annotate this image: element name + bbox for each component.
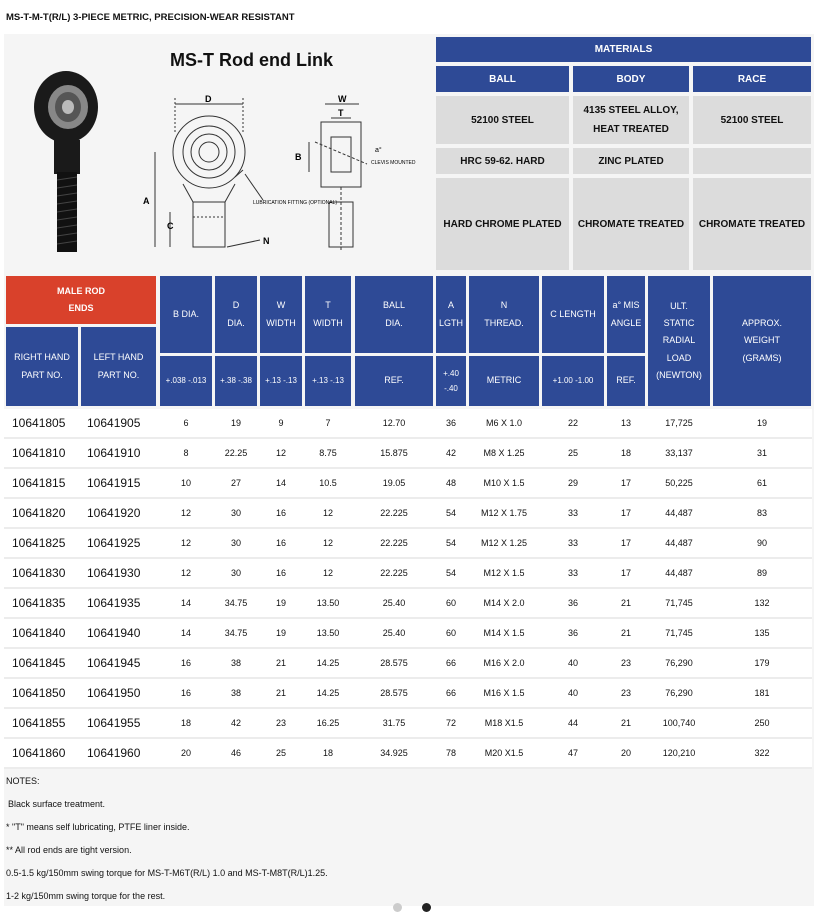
table-row [4, 439, 812, 469]
ball-dia-cell: 28.575 [380, 688, 408, 698]
w-width-cell: 19 [275, 598, 286, 608]
n-thread-cell: M14 X 2.0 [483, 598, 525, 608]
materials-col-race: RACE [693, 66, 811, 92]
note-line: 0.5-1.5 kg/150mm swing torque for MS-T-M6T(R/L) 1.0 and MS-T-M8T(R/L)1.25. [6, 868, 328, 878]
t-width-header: T WIDTH [305, 276, 351, 353]
right-part-no-cell: 10641860 [12, 746, 66, 760]
c-length-cell: 40 [567, 688, 578, 698]
mis-angle-cell: 17 [620, 478, 631, 488]
a-length-cell: 54 [445, 568, 456, 578]
carousel-dot-1[interactable] [393, 903, 402, 912]
ball-dia-cell: 34.925 [380, 748, 408, 758]
d-dia-cell: 38 [230, 688, 241, 698]
table-row [4, 589, 812, 619]
c-length-cell: 36 [567, 628, 578, 638]
table-row [4, 709, 812, 739]
ball-dia-cell: 25.40 [382, 628, 406, 638]
table-row [4, 409, 812, 439]
mis-angle-cell: 23 [620, 658, 631, 668]
notes-heading: NOTES: [6, 776, 40, 786]
materials-cell: 52100 STEEL [693, 96, 811, 144]
t-width-tolerance: +.13 -.13 [305, 356, 351, 406]
weight-cell: 132 [754, 598, 770, 608]
ult-load-cell: 100,740 [662, 718, 696, 728]
note-line: * "T" means self lubricating, PTFE liner inside. [6, 822, 190, 832]
materials-col-body: BODY [573, 66, 689, 92]
b-dia-cell: 12 [180, 538, 191, 548]
n-thread-cell: M10 X 1.5 [483, 478, 525, 488]
ult-load-cell: 71,745 [665, 598, 693, 608]
c-length-cell: 40 [567, 658, 578, 668]
d-dia-cell: 30 [230, 508, 241, 518]
n-thread-cell: M18 X1.5 [484, 718, 524, 728]
n-thread-cell: M16 X 2.0 [483, 658, 525, 668]
b-dia-cell: 12 [180, 508, 191, 518]
n-thread-cell: M12 X 1.5 [483, 568, 525, 578]
a-length-cell: 66 [445, 658, 456, 668]
product-title: MS-T Rod end Link [170, 50, 333, 70]
materials-cell: 4135 STEEL ALLOY, HEAT TREATED [573, 96, 689, 144]
b-dia-cell: 16 [180, 658, 191, 668]
ult-load-cell: 44,487 [665, 538, 693, 548]
note-line: 1-2 kg/150mm swing torque for the rest. [6, 891, 166, 901]
a-length-cell: 72 [445, 718, 456, 728]
materials-cell: CHROMATE TREATED [573, 178, 689, 270]
ball-dia-cell: 12.70 [382, 418, 406, 428]
ball-dia-header: BALL DIA. [355, 276, 433, 353]
rod-end-photo [30, 62, 100, 257]
b-dia-cell: 6 [183, 418, 189, 428]
left-part-no-cell: 10641960 [87, 746, 141, 760]
weight-cell: 61 [756, 478, 767, 488]
t-width-cell: 8.75 [319, 448, 337, 458]
left-part-no-cell: 10641905 [87, 416, 141, 430]
ult-load-cell: 44,487 [665, 508, 693, 518]
right-part-no-cell: 10641845 [12, 656, 66, 670]
ult-load-cell: 76,290 [665, 688, 693, 698]
mis-angle-cell: 13 [620, 418, 631, 428]
right-hand-part-header: RIGHT HAND PART NO. [6, 327, 78, 406]
c-length-tolerance: +1.00 -1.00 [542, 356, 604, 406]
c-length-cell: 33 [567, 538, 578, 548]
weight-cell: 250 [754, 718, 770, 728]
materials-cell: HRC 59-62. HARD [436, 148, 569, 174]
right-part-no-cell: 10641855 [12, 716, 66, 730]
ball-dia-cell: 22.225 [380, 538, 408, 548]
t-width-cell: 16.25 [316, 718, 340, 728]
ball-dia-cell: 22.225 [380, 508, 408, 518]
mis-angle-cell: 23 [620, 688, 631, 698]
dim-d: D [205, 94, 212, 104]
table-row [4, 529, 812, 559]
table-row [4, 649, 812, 679]
dim-w: W [338, 94, 347, 104]
ult-load-header: ULT. STATIC RADIAL LOAD (NEWTON) [648, 276, 710, 406]
right-part-no-cell: 10641850 [12, 686, 66, 700]
table-row [4, 499, 812, 529]
weight-cell: 90 [756, 538, 767, 548]
weight-cell: 83 [756, 508, 767, 518]
t-width-cell: 10.5 [319, 478, 337, 488]
d-dia-tolerance: +.38 -.38 [215, 356, 257, 406]
weight-cell: 135 [754, 628, 770, 638]
d-dia-cell: 30 [230, 538, 241, 548]
dim-a: A [143, 196, 150, 206]
mis-angle-cell: 20 [620, 748, 631, 758]
n-thread-header: N THREAD. [469, 276, 539, 353]
t-width-cell: 14.25 [316, 688, 340, 698]
mis-angle-cell: 21 [620, 598, 631, 608]
right-part-no-cell: 10641840 [12, 626, 66, 640]
a-length-cell: 54 [445, 508, 456, 518]
dim-t: T [338, 108, 344, 118]
c-length-cell: 47 [567, 748, 578, 758]
left-part-no-cell: 10641930 [87, 566, 141, 580]
dim-angle: a° [375, 147, 382, 154]
weight-cell: 89 [756, 568, 767, 578]
w-width-cell: 25 [275, 748, 286, 758]
left-part-no-cell: 10641940 [87, 626, 141, 640]
c-length-cell: 29 [567, 478, 578, 488]
a-length-cell: 66 [445, 688, 456, 698]
right-part-no-cell: 10641820 [12, 506, 66, 520]
weight-cell: 181 [754, 688, 770, 698]
d-dia-cell: 30 [230, 568, 241, 578]
c-length-cell: 36 [567, 598, 578, 608]
t-width-cell: 12 [322, 508, 333, 518]
materials-cell: CHROMATE TREATED [693, 178, 811, 270]
dim-c: C [167, 221, 174, 231]
side-view-drawing [285, 92, 425, 267]
a-length-cell: 42 [445, 448, 456, 458]
d-dia-cell: 34.75 [224, 598, 248, 608]
b-dia-cell: 18 [180, 718, 191, 728]
table-row [4, 739, 812, 769]
n-thread-cell: M6 X 1.0 [485, 418, 523, 428]
c-length-cell: 33 [567, 508, 578, 518]
left-hand-part-header: LEFT HAND PART NO. [81, 327, 156, 406]
w-width-cell: 16 [275, 538, 286, 548]
dim-b: B [295, 152, 302, 162]
b-dia-cell: 20 [180, 748, 191, 758]
d-dia-cell: 46 [230, 748, 241, 758]
left-part-no-cell: 10641910 [87, 446, 141, 460]
table-row [4, 559, 812, 589]
w-width-cell: 16 [275, 568, 286, 578]
left-part-no-cell: 10641935 [87, 596, 141, 610]
materials-col-ball: BALL [436, 66, 569, 92]
n-thread-cell: M12 X 1.25 [480, 538, 528, 548]
ult-load-cell: 71,745 [665, 628, 693, 638]
mis-angle-cell: 17 [620, 538, 631, 548]
c-length-cell: 22 [567, 418, 578, 428]
materials-cell: HARD CHROME PLATED [436, 178, 569, 270]
materials-cell: ZINC PLATED [573, 148, 689, 174]
weight-cell: 19 [756, 418, 767, 428]
mis-angle-cell: 17 [620, 568, 631, 578]
right-part-no-cell: 10641830 [12, 566, 66, 580]
w-width-cell: 9 [278, 418, 284, 428]
mis-angle-ref: REF. [607, 356, 645, 406]
a-length-cell: 54 [445, 538, 456, 548]
ball-dia-cell: 15.875 [380, 448, 408, 458]
b-dia-cell: 14 [180, 598, 191, 608]
w-width-header: W WIDTH [260, 276, 302, 353]
note-line: ** All rod ends are tight version. [6, 845, 132, 855]
t-width-cell: 18 [322, 748, 333, 758]
a-length-cell: 60 [445, 628, 456, 638]
right-part-no-cell: 10641810 [12, 446, 66, 460]
weight-cell: 322 [754, 748, 770, 758]
d-dia-cell: 27 [230, 478, 241, 488]
ball-dia-ref: REF. [355, 356, 433, 406]
carousel-dot-2[interactable] [422, 903, 431, 912]
left-part-no-cell: 10641950 [87, 686, 141, 700]
table-row [4, 619, 812, 649]
ult-load-cell: 44,487 [665, 568, 693, 578]
w-width-tolerance: +.13 -.13 [260, 356, 302, 406]
lubrication-label: LUBRICATION FITTING (OPTIONAL) [253, 200, 338, 206]
w-width-cell: 21 [275, 658, 286, 668]
n-thread-cell: M12 X 1.75 [480, 508, 528, 518]
table-row [4, 469, 812, 499]
a-length-header: A LGTH [436, 276, 466, 353]
b-dia-header: B DIA. [160, 276, 212, 353]
left-part-no-cell: 10641925 [87, 536, 141, 550]
ult-load-cell: 120,210 [662, 748, 696, 758]
d-dia-cell: 38 [230, 658, 241, 668]
n-thread-metric: METRIC [469, 356, 539, 406]
t-width-cell: 14.25 [316, 658, 340, 668]
front-view-drawing [135, 92, 338, 267]
weight-cell: 179 [754, 658, 770, 668]
materials-cell: 52100 STEEL [436, 96, 569, 144]
right-part-no-cell: 10641815 [12, 476, 66, 490]
t-width-cell: 12 [322, 538, 333, 548]
b-dia-cell: 16 [180, 688, 191, 698]
a-length-cell: 48 [445, 478, 456, 488]
d-dia-cell: 42 [230, 718, 241, 728]
t-width-cell: 13.50 [316, 598, 340, 608]
dim-n: N [263, 236, 270, 246]
left-part-no-cell: 10641920 [87, 506, 141, 520]
left-part-no-cell: 10641915 [87, 476, 141, 490]
d-dia-cell: 19 [230, 418, 241, 428]
right-part-no-cell: 10641825 [12, 536, 66, 550]
mis-angle-header: a° MIS ANGLE [607, 276, 645, 353]
w-width-cell: 14 [275, 478, 286, 488]
b-dia-cell: 12 [180, 568, 191, 578]
a-length-cell: 78 [445, 748, 456, 758]
t-width-cell: 13.50 [316, 628, 340, 638]
ball-dia-cell: 31.75 [382, 718, 406, 728]
page-title: MS-T-M-T(R/L) 3-PIECE METRIC, PRECISION-WEAR RESISTANT [6, 12, 295, 23]
n-thread-cell: M8 X 1.25 [483, 448, 525, 458]
table-row [4, 679, 812, 709]
left-part-no-cell: 10641945 [87, 656, 141, 670]
b-dia-cell: 10 [180, 478, 191, 488]
t-width-cell: 7 [325, 418, 331, 428]
mis-angle-cell: 21 [620, 718, 631, 728]
d-dia-cell: 22.25 [224, 448, 248, 458]
left-part-no-cell: 10641955 [87, 716, 141, 730]
mis-angle-cell: 21 [620, 628, 631, 638]
right-part-no-cell: 10641805 [12, 416, 66, 430]
ult-load-cell: 17,725 [665, 418, 693, 428]
n-thread-cell: M20 X1.5 [484, 748, 524, 758]
c-length-cell: 44 [567, 718, 578, 728]
male-rod-ends-header: MALE ROD ENDS [6, 276, 156, 324]
d-dia-header: D DIA. [215, 276, 257, 353]
clevis-label: CLEVIS MOUNTED [371, 160, 416, 166]
a-length-cell: 36 [445, 418, 456, 428]
w-width-cell: 16 [275, 508, 286, 518]
c-length-cell: 25 [567, 448, 578, 458]
a-length-cell: 60 [445, 598, 456, 608]
ball-dia-cell: 25.40 [382, 598, 406, 608]
ult-load-cell: 50,225 [665, 478, 693, 488]
w-width-cell: 23 [275, 718, 286, 728]
b-dia-tolerance: +.038 -.013 [160, 356, 212, 406]
n-thread-cell: M16 X 1.5 [483, 688, 525, 698]
materials-header: MATERIALS [436, 37, 811, 62]
ball-dia-cell: 22.225 [380, 568, 408, 578]
ult-load-cell: 33,137 [665, 448, 693, 458]
weight-header: APPROX. WEIGHT (GRAMS) [713, 276, 811, 406]
mis-angle-cell: 18 [620, 448, 631, 458]
mis-angle-cell: 17 [620, 508, 631, 518]
a-length-tolerance: +.40 -.40 [436, 356, 466, 406]
weight-cell: 31 [756, 448, 767, 458]
t-width-cell: 12 [322, 568, 333, 578]
c-length-header: C LENGTH [542, 276, 604, 353]
n-thread-cell: M14 X 1.5 [483, 628, 525, 638]
c-length-cell: 33 [567, 568, 578, 578]
ball-dia-cell: 28.575 [380, 658, 408, 668]
right-part-no-cell: 10641835 [12, 596, 66, 610]
w-width-cell: 19 [275, 628, 286, 638]
w-width-cell: 21 [275, 688, 286, 698]
b-dia-cell: 14 [180, 628, 191, 638]
b-dia-cell: 8 [183, 448, 189, 458]
d-dia-cell: 34.75 [224, 628, 248, 638]
note-line: Black surface treatment. [8, 799, 106, 809]
w-width-cell: 12 [275, 448, 286, 458]
ball-dia-cell: 19.05 [382, 478, 406, 488]
materials-cell [693, 148, 811, 174]
ult-load-cell: 76,290 [665, 658, 693, 668]
